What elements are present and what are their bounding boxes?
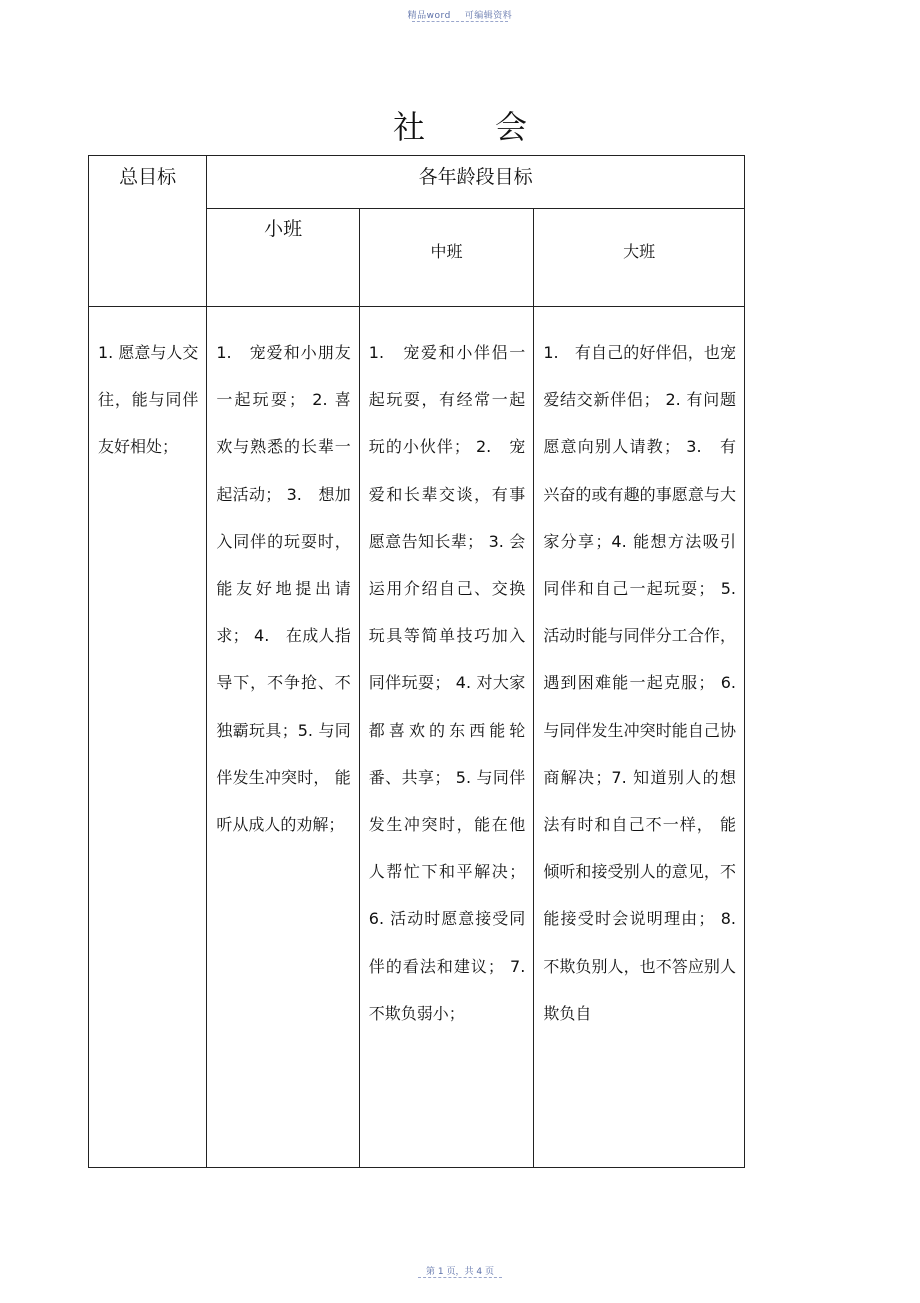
- large-class-text: 1. 有自己的好伴侣，也宠爱结交新伴侣； 2. 有问题愿意向别人请教； 3. 有兴奋的或有趣的事愿意与大家分享；4. 能想方法吸引同伴和自己一起玩耍； 5. 活动时能与同伴分工合作，遇到困难能一起克服； 6. 与同伴发生冲突时能自己协商解决；7. 知道别人的想法有时和自己不一样， 能倾听和接受别人的意见，不能接受时会说明理由； 8. 不欺负别人，也不答应别人欺负自: [543, 343, 736, 1023]
- header-divider: [412, 21, 508, 22]
- small-class-header: 小班: [207, 209, 359, 307]
- total-goal-cell: [89, 307, 207, 1168]
- header-watermark: [0, 8, 920, 21]
- small-class-text: 1. 宠爱和小朋友一起玩耍； 2. 喜欢与熟悉的长辈一起活动； 3. 想加入同伴的玩耍时， 能友好地提出请求； 4. 在成人指导下，不争抢、不独霸玩具；5. 与同伴发生冲突时， 能听从成人的劝解；: [216, 343, 351, 835]
- goals-table: [88, 155, 745, 1168]
- total-goal-text: 1. 愿意与人交往，能与同伴友好相处；: [98, 343, 199, 457]
- middle-class-text: 1. 宠爱和小伴侣一起玩耍，有经常一起玩的小伙伴； 2. 宠爱和长辈交谈，有事愿意告知长辈； 3. 会运用介绍自己、交换玩具等简单技巧加入同伴玩耍； 4. 对大家都喜欢的东西能轮番、共享； 5. 与同伴发生冲突时，能在他人帮忙下和平解决； 6. 活动时愿意接受同伴的看法和建议； 7. 不欺负弱小；: [368, 343, 526, 1023]
- header-right-mark: 可编辑资料: [464, 11, 513, 21]
- large-class-header: 大班: [534, 209, 745, 307]
- middle-class-cell: [359, 307, 534, 1168]
- small-class-cell: [207, 307, 359, 1168]
- footer-divider: [418, 1277, 502, 1278]
- page-title: 社会: [392, 108, 597, 146]
- large-class-cell: [534, 307, 745, 1168]
- header-left-mark: 精品word: [407, 11, 451, 21]
- total-goal-header: 总目标: [89, 156, 207, 307]
- age-goals-header: 各年龄段目标: [207, 156, 745, 209]
- middle-class-header: 中班: [359, 209, 534, 307]
- page-indicator: 第 1 页，共 4 页: [426, 1267, 494, 1277]
